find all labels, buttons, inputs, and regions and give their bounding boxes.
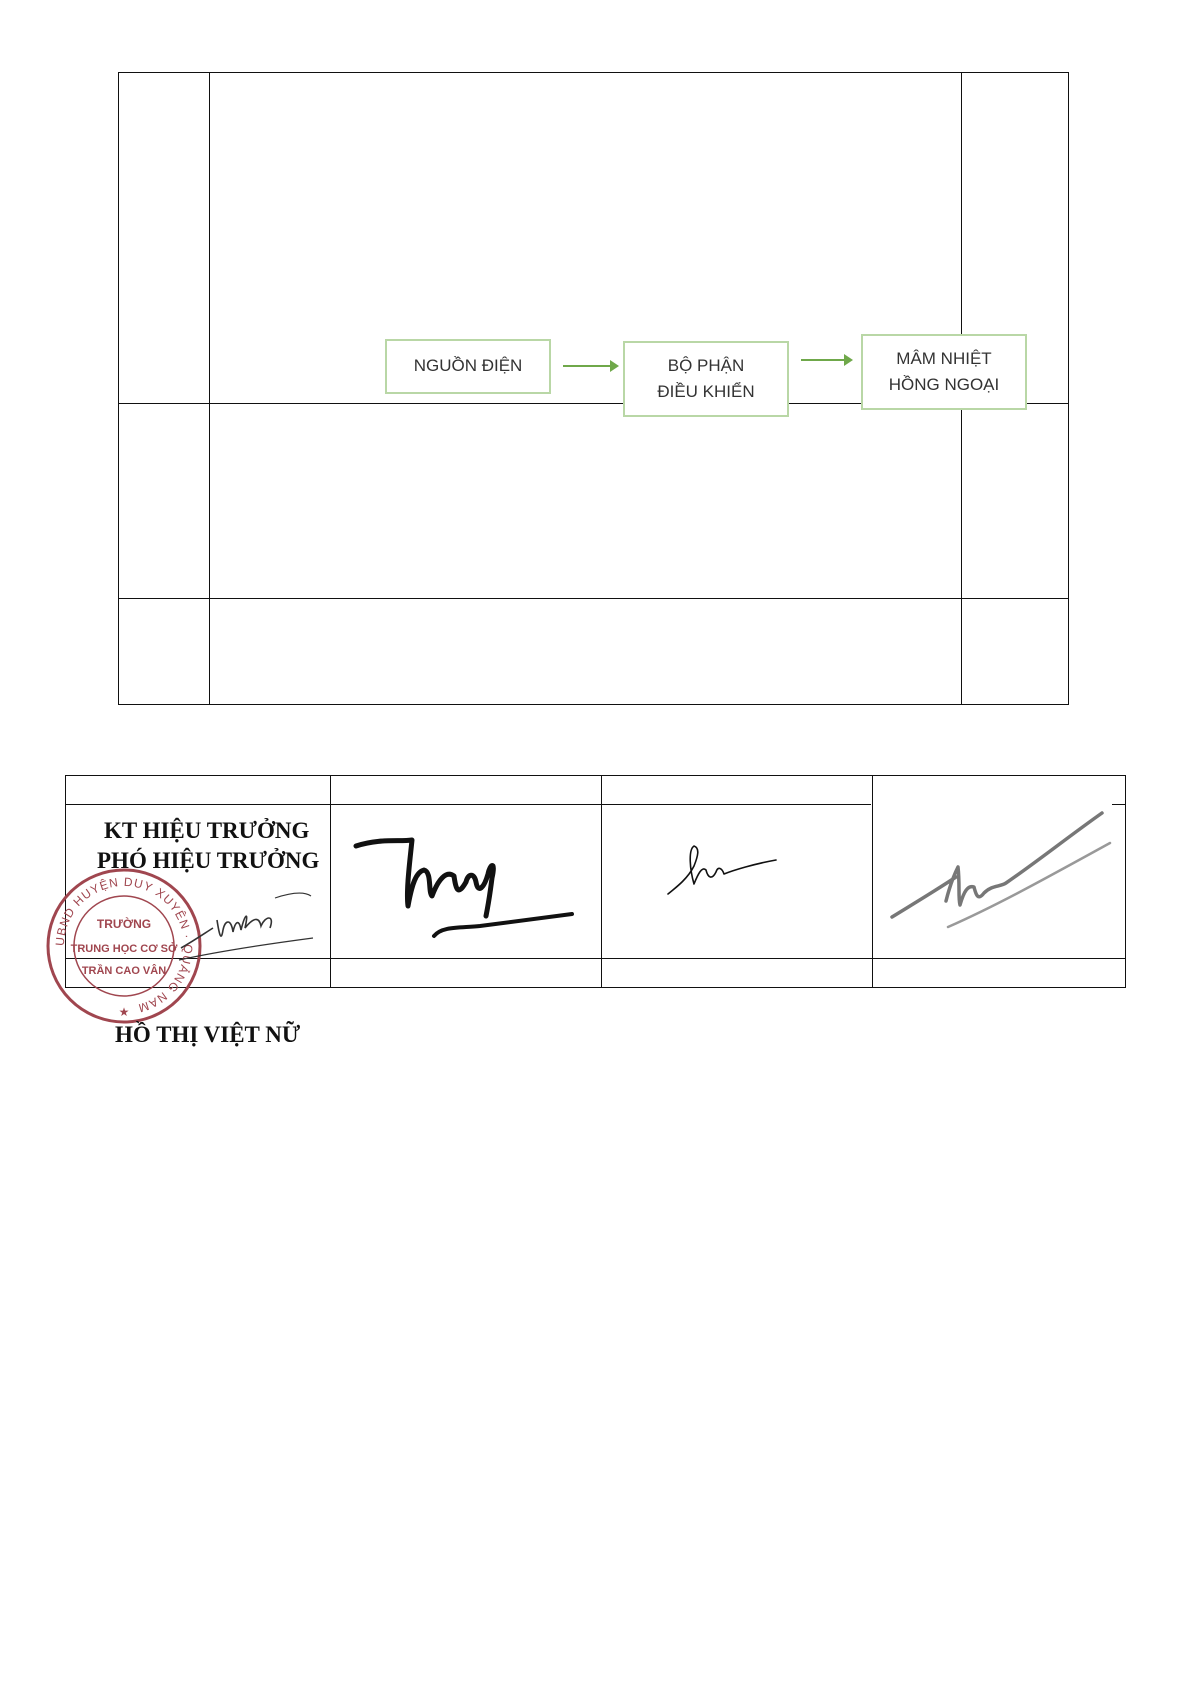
flow-box-control-unit <box>623 341 789 417</box>
stamp-star-icon: ★ <box>118 1005 130 1019</box>
column-divider-1 <box>209 73 210 704</box>
sig-table-top-rule <box>65 775 1126 776</box>
sig-table-header-rule-end <box>1112 804 1126 805</box>
flow-arrow-1 <box>563 365 617 367</box>
row-divider-2 <box>119 598 1068 599</box>
sig-col-divider-3 <box>872 775 873 988</box>
sig-col-divider-1 <box>330 775 331 988</box>
flow-box-infrared-plate-line-1: MÂM NHIỆT <box>896 348 992 368</box>
flow-box-control-unit-line-1: BỘ PHẬN <box>667 355 745 375</box>
sig-col-divider-2 <box>601 775 602 988</box>
flow-box-infrared-plate <box>861 334 1027 410</box>
answer-table <box>118 72 1069 705</box>
stamp-line-1: TRƯỜNG <box>96 917 152 931</box>
sig-table-header-rule <box>65 804 871 805</box>
approver-role-line-2: PHÓ HIỆU TRƯỞNG <box>97 848 320 873</box>
approver-signature <box>175 888 315 968</box>
stamp-ring-text: UBND HUYỆN DUY XUYÊN · QUẢNG NAM <box>52 874 196 1016</box>
sig-table-bottom-rule-2 <box>65 987 1126 988</box>
flow-box-power-source <box>385 339 551 394</box>
stamp-line-2: TRUNG HỌC CƠ SỞ <box>70 943 178 955</box>
stamp-line-3: TRẦN CAO VÂN <box>81 965 167 977</box>
sig-col-right <box>1125 775 1126 988</box>
flow-arrow-2 <box>801 359 851 361</box>
flow-box-control-unit-line-2: ĐIỀU KHIỂN <box>657 382 755 401</box>
signature-4 <box>888 805 1114 935</box>
flow-diagram <box>229 223 1000 443</box>
flow-box-infrared-plate-line-2: HỒNG NGOẠI <box>888 375 1000 394</box>
signature-3 <box>664 830 784 900</box>
approver-role-line-1: KT HIỆU TRƯỞNG <box>104 818 310 843</box>
flow-box-power-source-label: NGUỒN ĐIỆN <box>413 356 523 376</box>
signature-2 <box>350 820 580 950</box>
approver-name: HỒ THỊ VIỆT NỮ <box>115 1022 301 1047</box>
